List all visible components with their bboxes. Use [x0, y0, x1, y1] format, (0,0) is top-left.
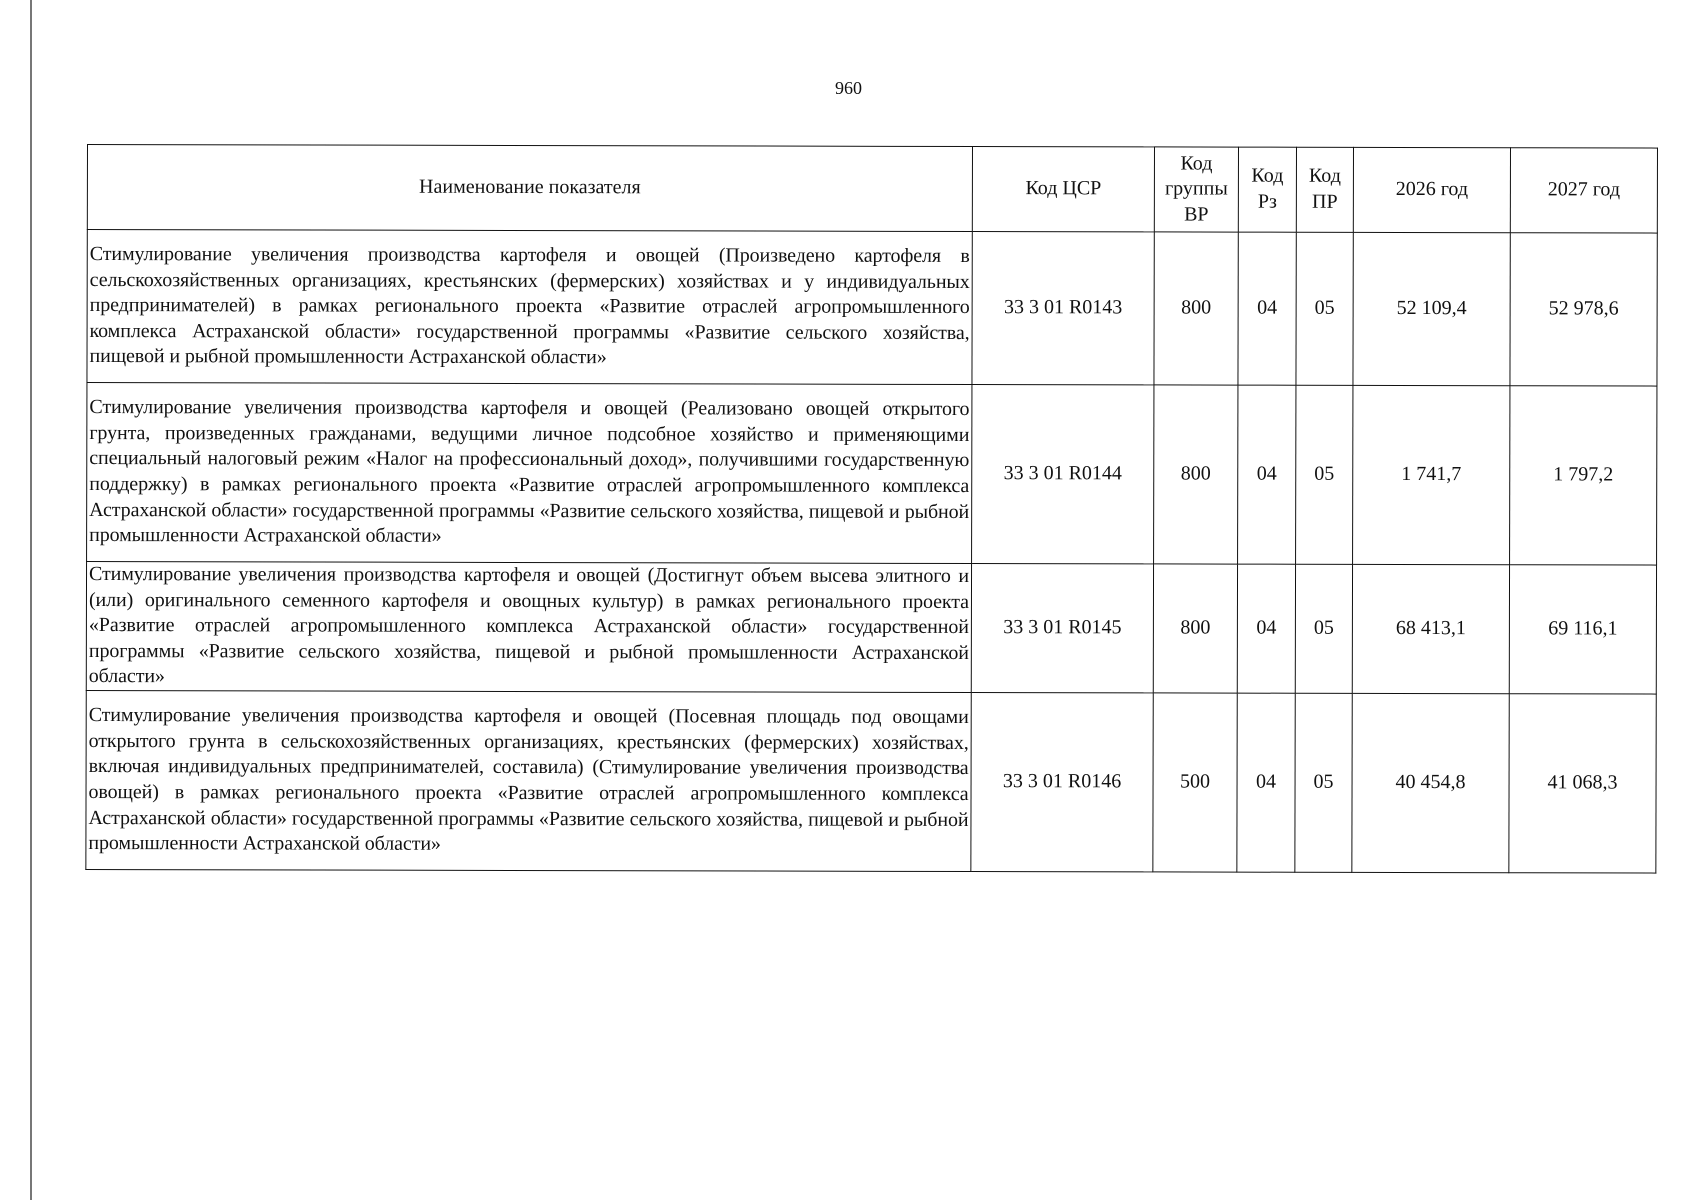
header-rz: Код Рз [1238, 147, 1296, 232]
rz-code: 04 [1238, 385, 1296, 564]
header-csr: Код ЦСР [972, 147, 1154, 232]
indicator-name: Стимулирование увеличения производства картофеля и овощей (Реализовано овощей открытого грунта, произведенных гражданами, ведущими личное подсобное хозяйство и применяющими специальный налоговый режим «Налог на профессиональный доход», получившими государственную поддержку) в рамках регионального проекта «Развитие отраслей агропромышленного комплекса Астраханской области» государственной программы «Развитие сельского хозяйства, пищевой и рыбной промышленности Астраханской области» [87, 383, 972, 564]
csr-code: 33 3 01 R0146 [971, 692, 1153, 871]
csr-code: 33 3 01 R0144 [972, 385, 1154, 564]
header-2027: 2027 год [1510, 148, 1657, 233]
header-pr: Код ПР [1296, 147, 1353, 232]
value-2026: 68 413,1 [1352, 564, 1509, 693]
csr-code: 33 3 01 R0143 [972, 232, 1154, 385]
pr-code: 05 [1296, 232, 1353, 385]
vr-code: 500 [1153, 693, 1237, 872]
pr-code: 05 [1295, 564, 1352, 693]
table-row [86, 562, 1656, 695]
vr-code: 800 [1154, 232, 1238, 385]
value-2027: 41 068,3 [1509, 694, 1656, 873]
indicator-name: Стимулирование увеличения производства картофеля и овощей (Посевная площадь под овощами открытого грунта в сельскохозяйственных организациях, крестьянских (фермерских) хозяйствах, включая индивидуальных предпринимателей, составила) (Стимулирование увеличения производства овощей) в рамках регионального проекта «Развитие отраслей агропромышленного комплекса Астраханской области» государственной программы «Развитие сельского хозяйства, пищевой и рыбной промышленности Астраханской области» [86, 690, 971, 871]
table-header-row [87, 145, 1657, 234]
value-2027: 1 797,2 [1510, 386, 1657, 565]
rz-code: 04 [1237, 693, 1295, 872]
table-row [87, 230, 1657, 387]
value-2026: 1 741,7 [1353, 385, 1510, 564]
table-row [87, 383, 1657, 566]
value-2026: 40 454,8 [1352, 693, 1509, 872]
header-name: Наименование показателя [87, 145, 972, 232]
indicator-name: Стимулирование увеличения производства картофеля и овощей (Достигнут объем высева элитного и (или) оригинального семенного картофеля и овощных культур) в рамках регионального проекта «Развитие отраслей агропромышленного комплекса Астраханской области» государственной программы «Развитие сельского хозяйства, пищевой и рыбной промышленности Астраханской области» [86, 562, 971, 693]
pr-code: 05 [1296, 385, 1353, 564]
value-2027: 69 116,1 [1509, 565, 1656, 694]
header-2026: 2026 год [1353, 147, 1510, 232]
pr-code: 05 [1295, 693, 1352, 872]
value-2026: 52 109,4 [1353, 232, 1510, 385]
vr-code: 800 [1153, 564, 1237, 693]
header-vr: Код группы ВР [1154, 147, 1238, 232]
csr-code: 33 3 01 R0145 [971, 564, 1153, 693]
binding-line [30, 0, 32, 1200]
rz-code: 04 [1237, 564, 1295, 693]
value-2027: 52 978,6 [1510, 233, 1657, 386]
indicator-name: Стимулирование увеличения производства картофеля и овощей (Произведено картофеля в сельскохозяйственных организациях, крестьянских (фермерских) хозяйствах и у индивидуальных предпринимателей) в рамках регионального проекта «Развитие отраслей агропромышленного комплекса Астраханской области» государственной программы «Развитие сельского хозяйства, пищевой и рыбной промышленности Астраханской области» [87, 230, 972, 385]
budget-table [85, 144, 1658, 874]
vr-code: 800 [1154, 385, 1238, 564]
rz-code: 04 [1238, 232, 1296, 385]
table-row [86, 690, 1656, 873]
page-number: 960 [835, 78, 862, 98]
